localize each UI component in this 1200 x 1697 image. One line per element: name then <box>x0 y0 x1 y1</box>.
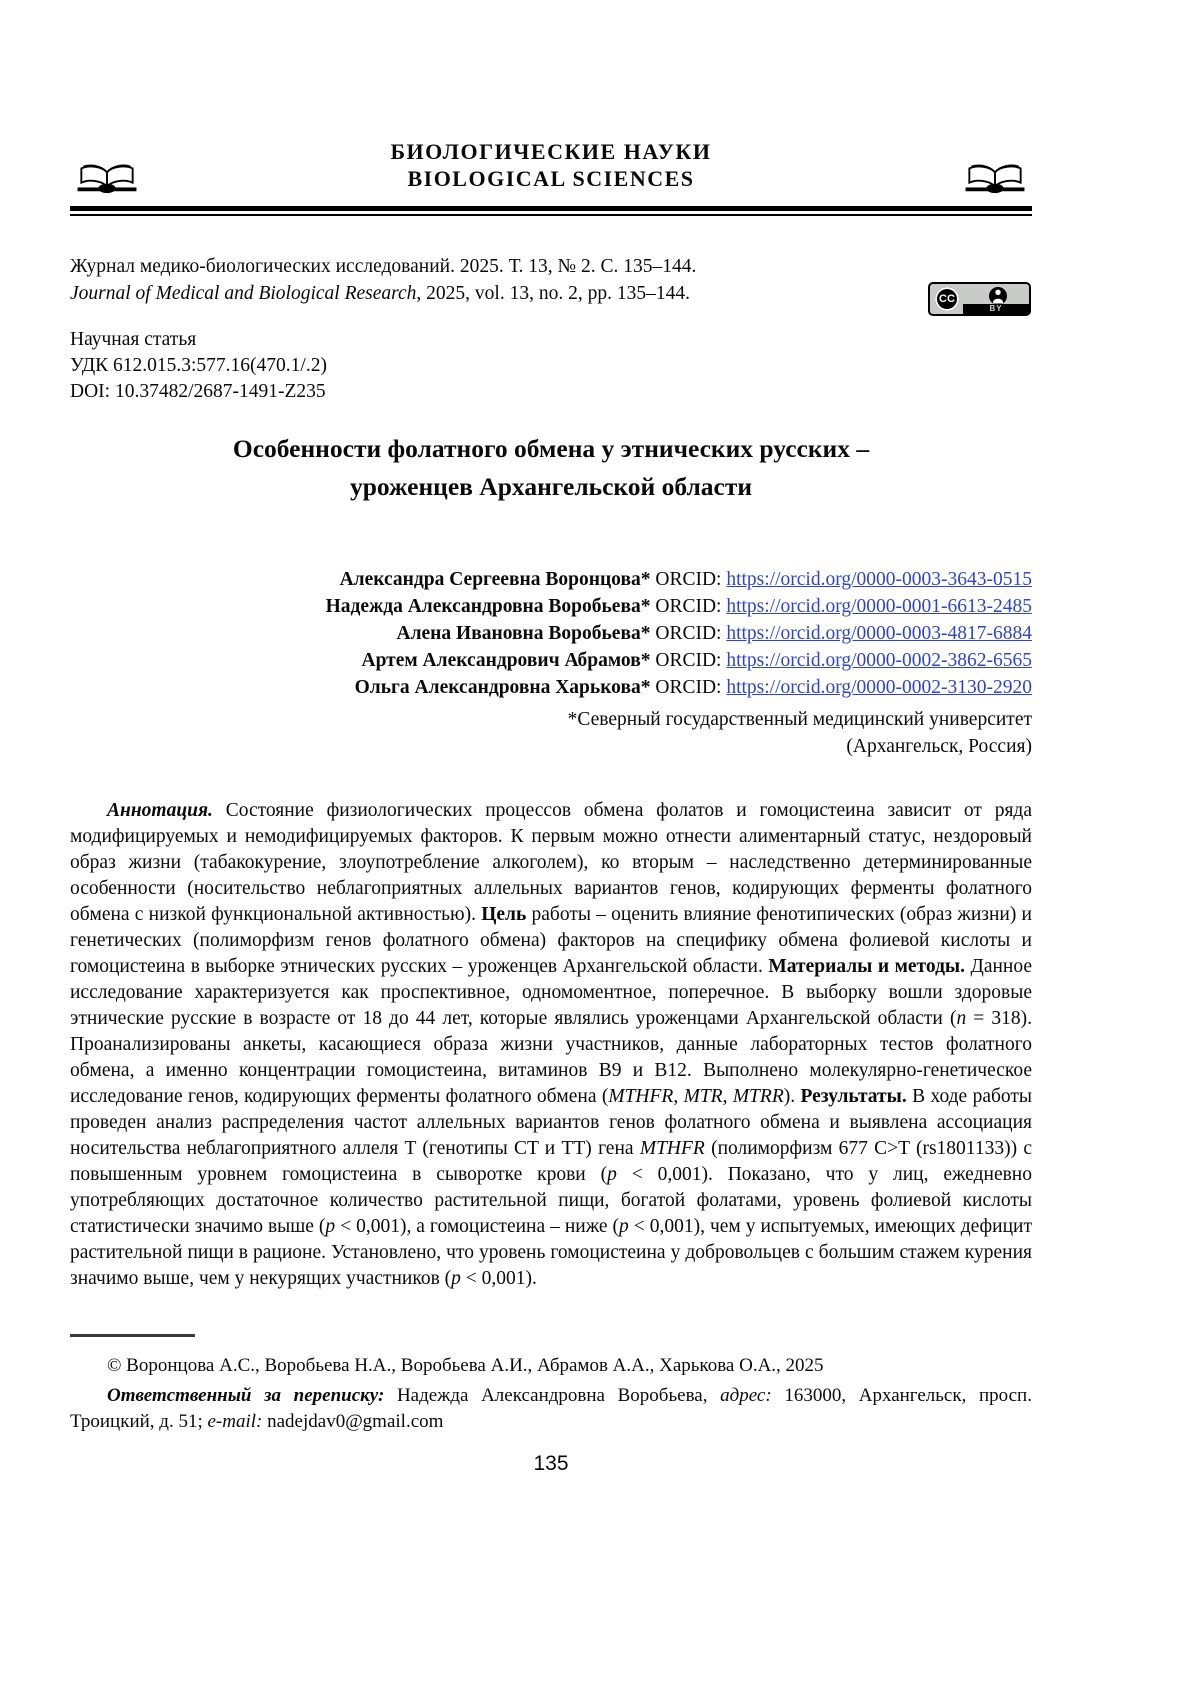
orcid-link[interactable]: https://orcid.org/0000-0002-3862-6565 <box>726 650 1032 671</box>
page-number: 135 <box>533 1452 569 1475</box>
author-line <box>70 566 1032 593</box>
authors-block <box>70 566 1032 701</box>
author-line <box>70 674 1032 701</box>
author-line <box>70 647 1032 674</box>
author-name: Ольга Александровна Харькова* <box>354 677 651 698</box>
cc-logo-icon: CC <box>935 287 959 311</box>
orcid-link[interactable]: https://orcid.org/0000-0003-3643-0515 <box>726 569 1032 590</box>
orcid-link[interactable]: https://orcid.org/0000-0002-3130-2920 <box>726 677 1032 698</box>
article-title <box>70 430 1032 506</box>
orcid-link[interactable]: https://orcid.org/0000-0003-4817-6884 <box>726 623 1032 644</box>
affiliation-line1: *Северный государственный медицинский университет <box>567 709 1032 730</box>
orcid-label: ORCID: <box>650 596 727 617</box>
author-line <box>70 593 1032 620</box>
affiliation-block <box>70 706 1032 760</box>
section-title-ru: БИОЛОГИЧЕСКИЕ НАУКИ <box>390 139 712 164</box>
journal-citation <box>70 253 1032 307</box>
affiliation-line2: (Архангельск, Россия) <box>846 736 1032 757</box>
section-title-en: BIOLOGICAL SCIENCES <box>407 166 695 191</box>
article-type: Научная статья <box>70 329 197 350</box>
orcid-label: ORCID: <box>650 569 727 590</box>
article-title-line1: Особенности фолатного обмена у этнических русских – <box>232 434 870 463</box>
citation-en: Journal of Medical and Biological Research, 2025, vol. 13, no. 2, pp. 135–144. <box>70 283 690 304</box>
footnote-divider <box>70 1334 195 1337</box>
orcid-label: ORCID: <box>650 677 727 698</box>
attribution-person-icon <box>988 286 1008 306</box>
citation-ru: Журнал медико-биологических исследований. 2025. Т. 13, № 2. С. 135–144. <box>70 256 697 277</box>
article-title-line2: уроженцев Архангельской области <box>349 472 753 501</box>
running-head <box>70 138 1032 192</box>
correspondence-paragraph: Ответственный за переписку: Надежда Александровна Воробьева, адрес: 163000, Архангельск, просп. Троицкий, д. 51; e-mail: nadejdav0@gmail.com <box>70 1385 1032 1432</box>
author-name: Александра Сергеевна Воронцова* <box>339 569 651 590</box>
by-label: BY <box>963 304 1029 314</box>
doi-number: DOI: 10.37482/2687-1491-Z235 <box>70 381 326 402</box>
copyright-line: © Воронцова А.С., Воробьева Н.А., Воробьева А.И., Абрамов А.А., Харькова О.А., 2025 <box>107 1355 824 1376</box>
orcid-label: ORCID: <box>650 623 727 644</box>
article-meta <box>70 327 1032 405</box>
author-name: Алена Ивановна Воробьева* <box>396 623 651 644</box>
udc-number: УДК 612.015.3:577.16(470.1/.2) <box>70 355 327 376</box>
abstract-paragraph: Аннотация. Состояние физиологических процессов обмена фолатов и гомоцистеина зависит от ряда модифицируемых и немодифицируемых факторов. К первым можно отнести алиментарный статус, нездоровый образ жизни (табакокурение, злоупотребление алкоголем), ко вторым – наследственно детерминированные особенности (носительство неблагоприятных аллельных вариантов генов, кодирующих ферменты фолатного обмена с низкой функциональной активностью). Цель работы – оценить влияние фенотипических (образ жизни) и генетических (полиморфизм генов фолатного обмена) факторов на специфику обмена фолиевой кислоты и гомоцистеина в выборке этнических русских – уроженцев Архангельской области. Материалы и методы. Данное исследование характеризуется как проспективное, одномоментное, поперечное. В выборку вошли здоровые этнические русские в возрасте от 18 до 44 лет, которые являлись уроженцами Архангельской области (n = 318). Проанализированы анкеты, касающиеся образа жизни участников, данные лабораторных тестов фолатного обмена, а именно концентрации гомоцистеина, витаминов B9 и B12. Выполнено молекулярно-генетическое исследование генов, кодирующих ферменты фолатного обмена (MTHFR, MTR, MTRR). Результаты. В ходе работы проведен анализ распределения частот аллельных вариантов генов фолатного обмена и выявлена ассоциация носительства неблагоприятного аллеля T (генотипы CT и TT) гена MTHFR (полиморфизм 677 C>T (rs1801133)) с повышенным уровнем гомоцистеина в сыворотке крови (p < 0,001). Показано, что у лиц, ежедневно употребляющих достаточное количество растительной пищи, богатой фолатами, уровень фолиевой кислоты статистически значимо выше (p < 0,001), а гомоцистеина – ниже (p < 0,001), чем у испытуемых, имеющих дефицит растительной пищи в рационе. Установлено, что уровень гомоцистеина у добровольцев с большим стажем курения значимо выше, чем у некурящих участников (p < 0,001). <box>70 800 1033 1289</box>
orcid-link[interactable]: https://orcid.org/0000-0001-6613-2485 <box>726 596 1032 617</box>
cc-by-license-badge <box>928 282 1031 316</box>
orcid-label: ORCID: <box>650 650 727 671</box>
author-line <box>70 620 1032 647</box>
header-divider <box>70 206 1032 211</box>
author-name: Артем Александрович Абрамов* <box>361 650 651 671</box>
author-name: Надежда Александровна Воробьева* <box>325 596 651 617</box>
